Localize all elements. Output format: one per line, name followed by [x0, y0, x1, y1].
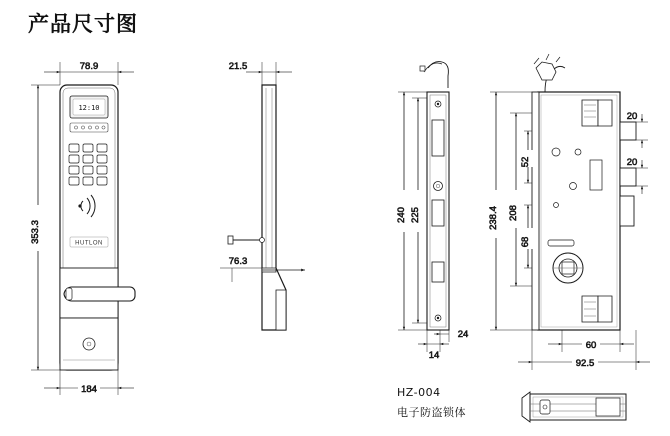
dim-21-5: 21.5	[228, 61, 248, 72]
side-view	[228, 85, 286, 330]
dim-76-3: 76.3	[228, 256, 248, 267]
dim-20-bottom: 20	[626, 157, 638, 168]
lcd-time: 12:10	[78, 104, 100, 112]
caption-product-name: 电子防盗锁体	[397, 406, 466, 419]
front-view	[60, 85, 135, 370]
dim-20-top: 20	[626, 111, 638, 122]
dim-208: 208	[508, 205, 519, 221]
dim-225: 225	[410, 207, 421, 223]
dim-68: 68	[520, 236, 531, 248]
caption-model: HZ-004	[397, 386, 441, 399]
dim-24: 24	[457, 329, 469, 340]
dim-238-4: 238.4	[488, 206, 499, 230]
dim-14: 14	[428, 350, 440, 361]
dim-353-3: 353.3	[30, 220, 41, 244]
lock-body-view	[532, 54, 636, 330]
dim-60: 60	[585, 340, 597, 351]
dim-78-9: 78.9	[79, 61, 99, 72]
dim-92-5: 92.5	[575, 358, 595, 369]
brand-label: HUTLON	[75, 240, 103, 247]
bottom-view	[522, 392, 626, 422]
dim-240: 240	[396, 207, 407, 223]
dim-184: 184	[81, 384, 97, 395]
page-title: 产品尺寸图	[28, 12, 138, 36]
dim-52: 52	[520, 156, 531, 168]
